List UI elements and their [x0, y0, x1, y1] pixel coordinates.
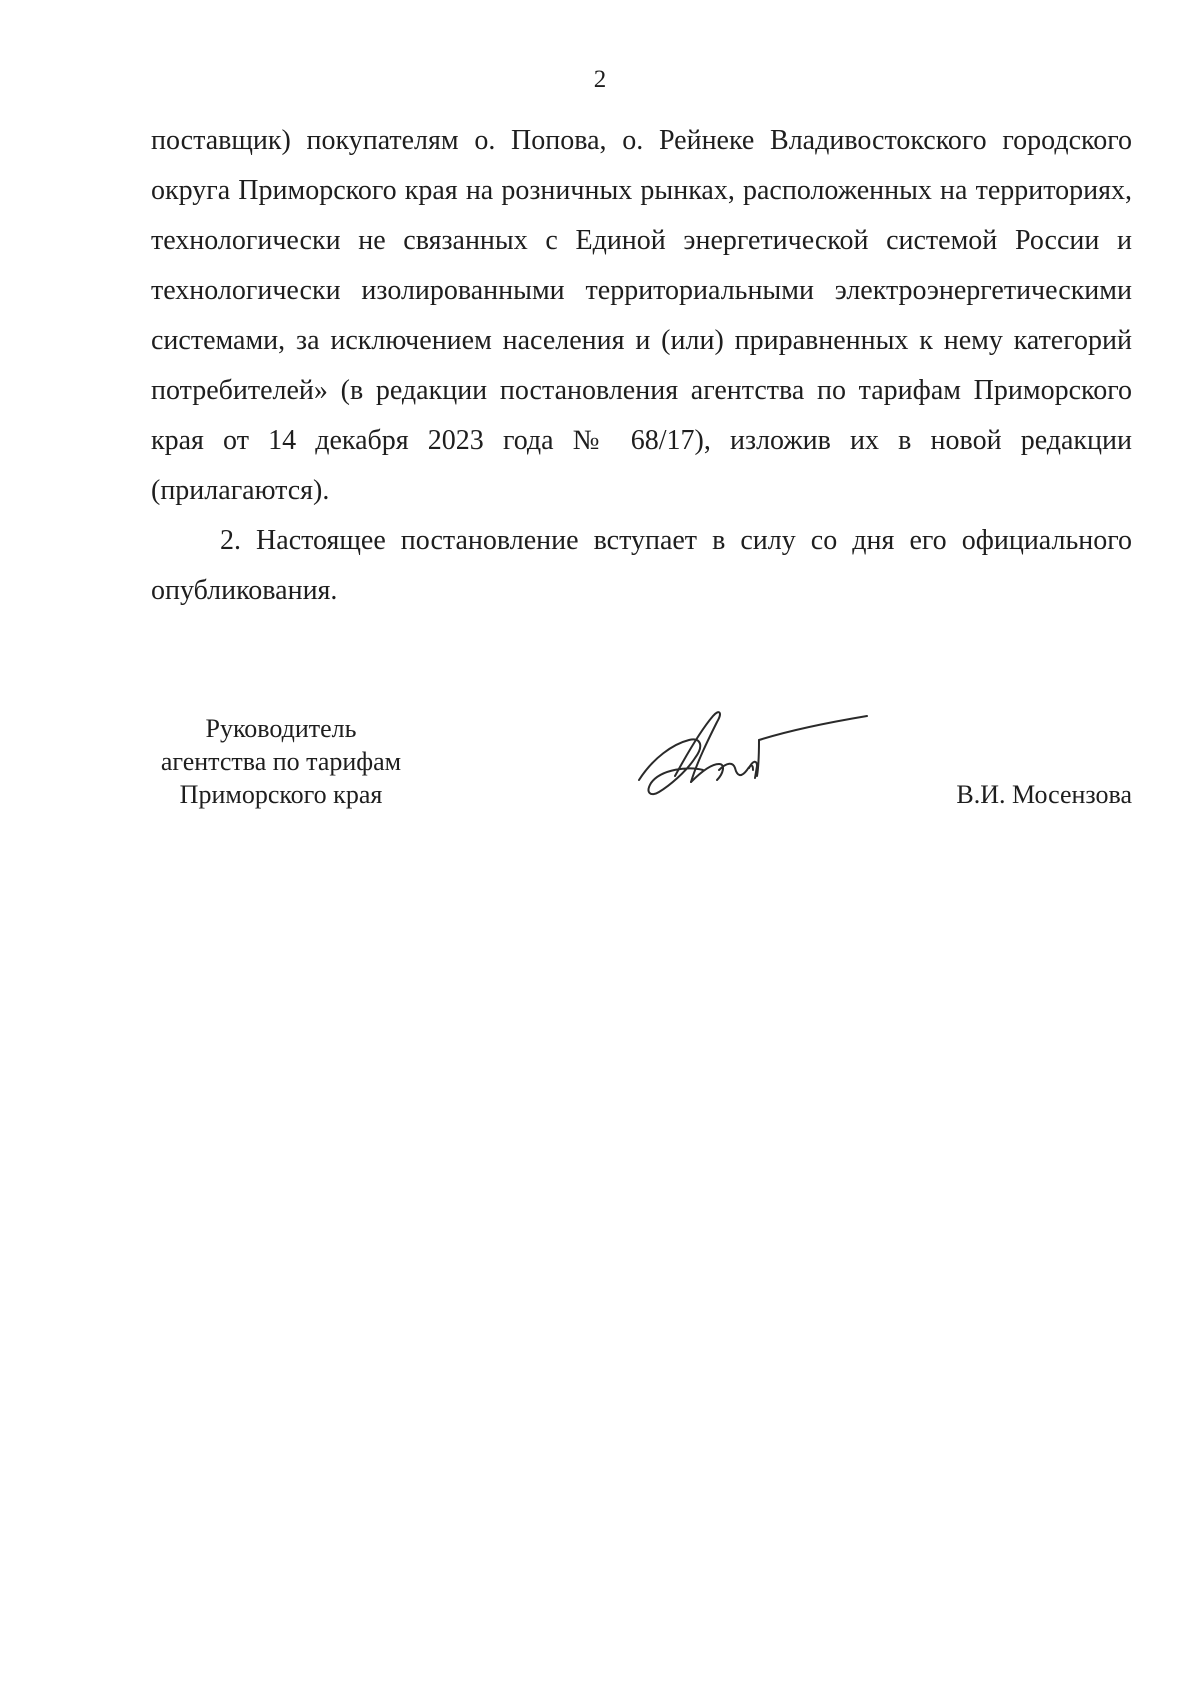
body-text	[151, 116, 1132, 616]
paragraph-line: системами, за исключением населения и (или) приравненных к нему категорий	[151, 325, 1132, 356]
position-line: агентства по тарифам	[160, 747, 402, 776]
paragraph-line: (прилагаются).	[151, 475, 330, 506]
paragraph-line: края от 14 декабря 2023 года № 68/17), изложив их в новой редакции	[151, 425, 1132, 456]
signature-block	[151, 712, 1132, 822]
handwritten-signature	[631, 700, 871, 810]
signer-name: В.И. Мосензова	[956, 780, 1132, 809]
paragraph-line: поставщик) покупателям о. Попова, о. Рейнеке Владивостокского городского	[151, 125, 1132, 156]
paragraph-line: технологически не связанных с Единой энергетической системой России и	[151, 225, 1132, 256]
paragraph-line: округа Приморского края на розничных рынках, расположенных на территориях,	[151, 175, 1132, 206]
position-line: Приморского края	[179, 780, 383, 809]
paragraph-line: технологически изолированными территориальными электроэнергетическими	[151, 275, 1132, 306]
page-number: 2	[593, 66, 607, 93]
position-line: Руководитель	[205, 714, 357, 743]
paragraph-line: 2. Настоящее постановление вступает в силу со дня его официального	[220, 525, 1132, 556]
paragraph-line: опубликования.	[151, 575, 338, 606]
signer-position	[151, 712, 411, 811]
paragraph-line: потребителей» (в редакции постановления агентства по тарифам Приморского	[151, 375, 1132, 406]
